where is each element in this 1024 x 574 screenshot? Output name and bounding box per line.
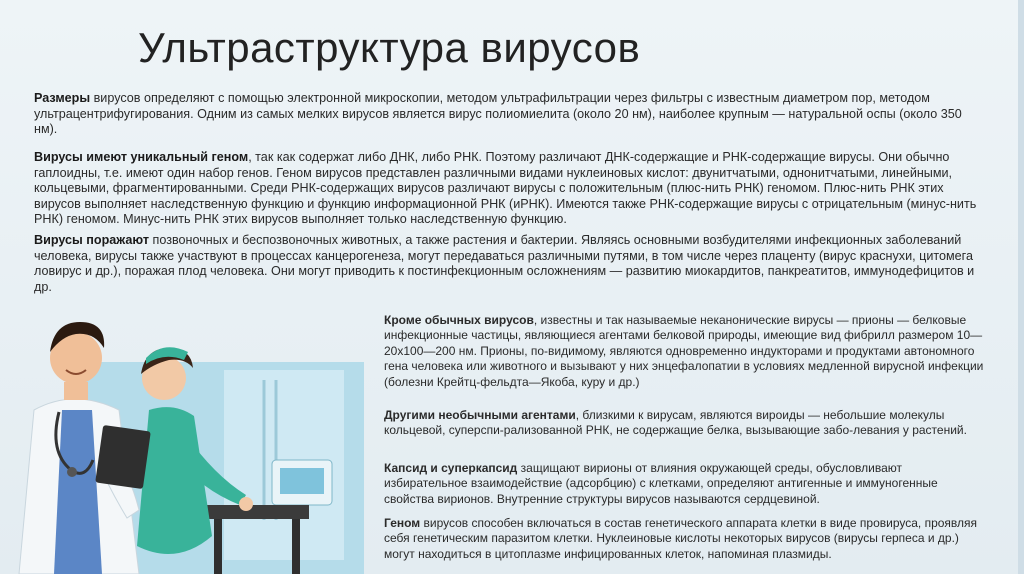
paragraph-prions	[384, 313, 984, 390]
doctor-neck	[64, 382, 88, 400]
slide-edge	[1018, 0, 1024, 574]
paragraph-viroids	[384, 408, 984, 439]
nurse-hand	[239, 497, 253, 511]
paragraph-lead: Другими необычными агентами	[384, 408, 576, 422]
paragraph-body: позвоночных и беспозвоночных животных, а также растения и бактерии. Являясь основными возбудителями инфекционных заболеваний человека, вирусы также участвуют в процессах канцерогенеза, могут передаваться различными путями, в том числе через плаценту (вирус краснухи, цитомега ловирус и др.), поражая плод человека. Они могут приводить к постинфекционным осложнениям — развитию миокардитов, панкреатитов, иммунодефицитов и др.	[34, 233, 975, 294]
paragraph-body: , известны и так называемые неканонические вирусы — прионы — белковые инфекционные частицы, являющиеся агентами белковой природы, имеющие вид фибрилл размером 10—20х100—200 нм. Прионы, по-видимому, являются одновременно индукторами и продуктами автономного гена человека или животного и вызывают у них энцефалопатии в условиях медленной вирусной инфекции (болезни Крейтц-фельдта—Якоба, куру и др.)	[384, 313, 984, 389]
paragraph-sizes	[34, 91, 984, 138]
paragraph-body: вирусов способен включаться в состав генетического аппарата клетки в виде провируса, проявляя себя генетическим паразитом клетки. Нуклеиновые кислоты некоторых вирусов (вирусы герпеса и др.) могут находиться в цитоплазме инфицированных клеток, напоминая плазмиды.	[384, 516, 978, 561]
paragraph-body: защищают вирионы от влияния окружающей среды, обусловливают избирательное взаимодействие (адсорбцию) с клетками, определяют антигенные и иммуногенные свойства вирионов. Внутренние структуры вирусов называются сердцевиной.	[384, 461, 938, 506]
paragraph-hosts	[34, 233, 984, 295]
paragraph-provirus	[384, 516, 984, 562]
slide-title: Ультраструктура вирусов	[138, 24, 641, 71]
paragraph-lead: Капсид и суперкапсид	[384, 461, 518, 475]
paragraph-lead: Размеры	[34, 91, 91, 105]
stethoscope-bell	[67, 467, 77, 477]
paragraph-lead: Геном	[384, 516, 421, 530]
paragraph-body: , близкими к вирусам, являются вироиды — небольшие молекулы кольцевой, суперспи-рализованной РНК, не содержащие белка, вызывающие забо-левания у растений.	[384, 408, 967, 438]
medical-staff-illustration	[14, 300, 364, 574]
paragraph-lead: Вирусы поражают	[34, 233, 150, 247]
paragraph-lead: Кроме обычных вирусов	[384, 313, 534, 327]
paragraph-body: вирусов определяют с помощью электронной микроскопии, методом ультрафильтрации через фильтры с известным диаметром пор, методом ультрацентрифугирования. Одним из самых мелких вирусов является вирус полиомиелита (около 20 нм), наиболее крупным — натуральной оспы (около 350 нм).	[34, 91, 962, 137]
equipment-leg	[292, 519, 300, 574]
paragraph-body: , так как содержат либо ДНК, либо РНК. Поэтому различают ДНК-содержащие и РНК-содержащие вирусы. Они обычно гаплоидны, т.е. имеют один набор генов. Геном вирусов представлен различными видами нуклеиновых кислот: двунитчатыми, однонитчатыми, линейными, кольцевыми, фрагментированными. Среди РНК-содержащих вирусов различают вирусы с положительным (плюс-нить РНК) геномом. Плюс-нить РНК этих вирусов выполняет наследственную функцию и функцию информационной РНК (иРНК). Имеются также РНК-содержащие вирусы с отрицательным (минус-нить РНК) геномом. Минус-нить РНК этих вирусов выполняет только наследственную функцию.	[34, 150, 977, 227]
paragraph-lead: Вирусы имеют уникальный геном	[34, 150, 249, 164]
paragraph-genome	[34, 150, 984, 228]
equipment-leg	[214, 519, 222, 574]
equipment-desk	[204, 505, 309, 519]
clipboard	[95, 425, 151, 489]
paragraph-capsid	[384, 461, 984, 507]
monitor-screen	[280, 468, 324, 494]
